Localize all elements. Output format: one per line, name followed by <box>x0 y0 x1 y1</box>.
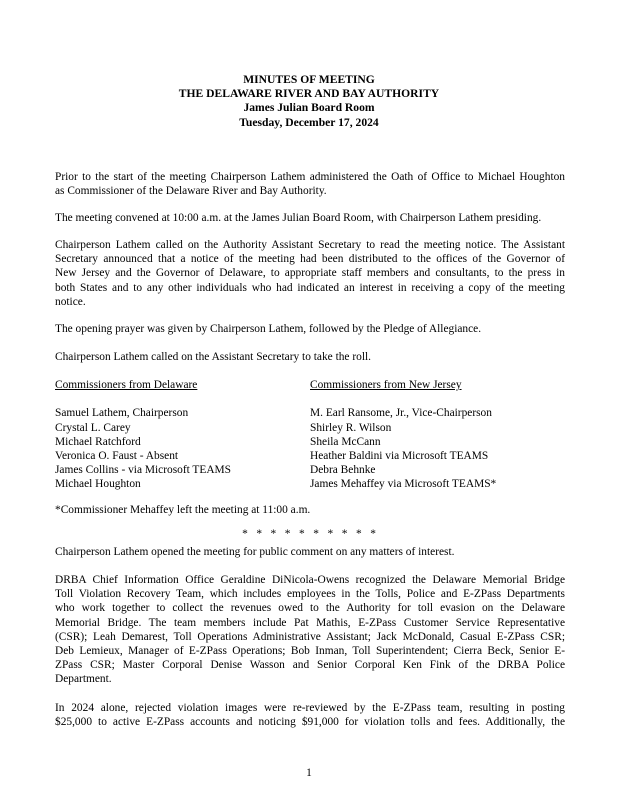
commissioner-name: Debra Behnke <box>310 464 376 477</box>
text-line: Deb Lemieux, Manager of E-ZPass Operations; Bob Inman, Toll Superintendent; Cierra Beck, Senior E- <box>55 645 565 658</box>
minutes-header <box>0 73 618 130</box>
header-location: James Julian Board Room <box>243 101 375 115</box>
text-line: Prior to the start of the meeting Chairperson Lathem administered the Oath of Office to Michael Houghton <box>55 171 565 183</box>
paragraph-notice <box>55 238 565 309</box>
commissioner-name: Crystal L. Carey <box>55 421 131 434</box>
header-date: Tuesday, December 17, 2024 <box>239 115 379 129</box>
paragraph-drba-recognition <box>55 573 565 687</box>
delaware-heading: Commissioners from Delaware <box>55 379 198 391</box>
page-number: 1 <box>306 767 312 779</box>
text-line: Memorial Bridge. The team members include Pat Mathis, E-ZPass Customer Service Representative <box>55 616 565 629</box>
header-title: MINUTES OF MEETING <box>243 73 375 86</box>
text-line: Department. <box>55 673 112 686</box>
text-line: The opening prayer was given by Chairperson Lathem, followed by the Pledge of Allegiance. <box>55 323 482 335</box>
paragraph-prayer <box>55 322 565 336</box>
commissioner-name: James Collins - via Microsoft TEAMS <box>55 464 232 477</box>
commissioner-name: Veronica O. Faust - Absent <box>55 450 179 462</box>
text-line: Chairperson Lathem called on the Authority Assistant Secretary to read the meeting notice. The Assistant <box>55 239 565 251</box>
text-line: $25,000 to active E-ZPass accounts and noticing $91,000 for violation tolls and fees. Additionally, the <box>55 716 565 729</box>
text-line: (CSR); Leah Demarest, Toll Operations Administrative Assistant; Jack McDonald, Casual E-ZPass CSR; <box>55 630 565 643</box>
commissioner-name: Heather Baldini via Microsoft TEAMS <box>310 450 489 462</box>
commissioner-name: Shirley R. Wilson <box>310 421 392 434</box>
commissioner-name: Samuel Lathem, Chairperson <box>55 407 189 420</box>
text-line: who work together to collect the revenues owed to the Authority for toll evasion on the Delaware <box>55 602 565 615</box>
commissioners-new-jersey <box>310 378 496 492</box>
commissioner-name: James Mehaffey via Microsoft TEAMS* <box>310 478 497 491</box>
text-line: ZPass CSR; Master Corporal Denise Wasson and Senior Corporal Ken Fink of the DRBA Police <box>55 659 565 672</box>
text-line: as Commissioner of the Delaware River and Bay Authority. <box>55 185 327 198</box>
paragraph-convened <box>55 211 565 225</box>
commissioners-delaware <box>55 378 231 492</box>
text-line: notice. <box>55 295 86 308</box>
text-line: New Jersey and the Governor of Delaware, to appropriate staff members and consultants, to the press in <box>55 267 565 280</box>
commissioner-name: Sheila McCann <box>310 435 381 448</box>
paragraph-oath <box>55 170 565 198</box>
commissioner-name: M. Earl Ransome, Jr., Vice-Chairperson <box>310 407 492 420</box>
paragraph-2024-results <box>55 701 565 729</box>
text-line: In 2024 alone, rejected violation images were re-reviewed by the E-ZPass team, resulting in posting <box>55 702 565 714</box>
paragraph-public-comment <box>55 545 565 559</box>
commissioner-name: Michael Ratchford <box>55 435 141 448</box>
text-line: *Commissioner Mehaffey left the meeting at 11:00 a.m. <box>55 504 311 516</box>
text-line: Chairperson Lathem called on the Assistant Secretary to take the roll. <box>55 351 371 363</box>
new-jersey-heading: Commissioners from New Jersey <box>310 379 462 391</box>
text-line: The meeting convened at 10:00 a.m. at the James Julian Board Room, with Chairperson Lathem presiding. <box>55 212 542 224</box>
text-line: both States and to any other individuals who had indicated an interest in receiving a copy of the meeting <box>55 281 565 294</box>
commissioner-name: Michael Houghton <box>55 478 141 491</box>
text-line: Toll Violation Recovery Team, which includes employees in the Tolls, Police and E-ZPass Departments <box>55 588 565 601</box>
text-line: Chairperson Lathem opened the meeting for public comment on any matters of interest. <box>55 546 455 558</box>
text-line: Secretary announced that a notice of the meeting had been distributed to the offices of the Governor of <box>55 253 565 266</box>
paragraph-mehaffey-note <box>55 503 565 517</box>
text-line: DRBA Chief Information Office Geraldine DiNicola-Owens recognized the Delaware Memorial Bridge <box>55 574 565 586</box>
section-separator: * * * * * * * * * * <box>242 528 376 540</box>
header-organization: THE DELAWARE RIVER AND BAY AUTHORITY <box>178 87 440 101</box>
paragraph-roll <box>55 350 565 364</box>
